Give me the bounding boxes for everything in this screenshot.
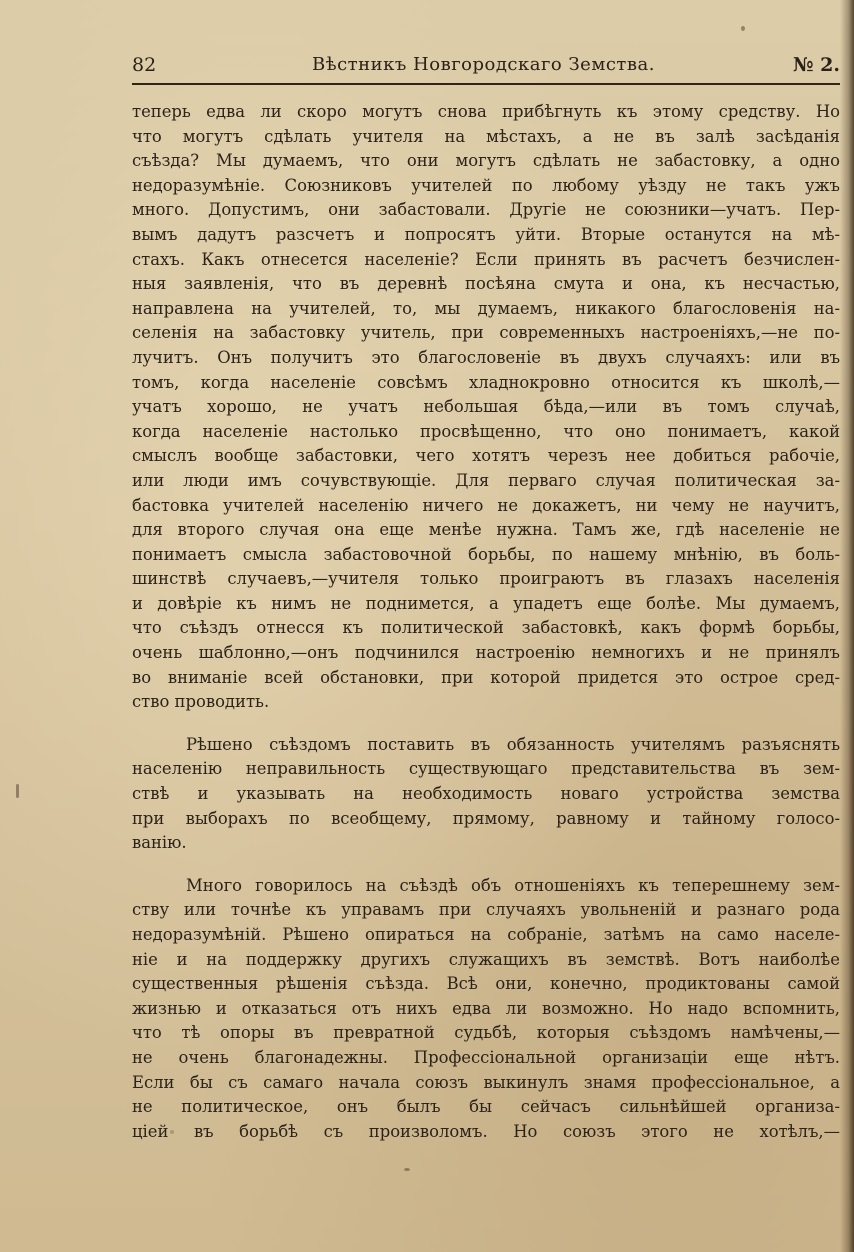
text-line: ствѣ и указывать на необходимость новаго устройства земства <box>132 784 840 804</box>
paragraph-1 <box>132 100 840 715</box>
text-line: во вниманіе всей обстановки, при которой придется это острое сред- <box>132 667 840 687</box>
text-line: шинствѣ случаевъ,—учителя только проиграютъ въ глазахъ населенія <box>132 569 840 589</box>
page-edge-shadow <box>840 0 854 1252</box>
text-line: ныя заявленія, что въ деревнѣ посѣяна смута и она, къ несчастью, <box>132 274 840 294</box>
text-line: или люди имъ сочувствующіе. Для перваго случая политическая за- <box>132 470 840 490</box>
running-header <box>132 52 840 82</box>
text-line: много. Допустимъ, они забастовали. Другіе не союзники—учатъ. Пер- <box>132 200 840 220</box>
text-line: ству или точнѣе къ управамъ при случаяхъ увольненій и разнаго рода <box>132 900 840 920</box>
text-line: Рѣшено съѣздомъ поставить въ обязанность учителямъ разъяснять <box>186 734 840 754</box>
article-body <box>132 100 840 1144</box>
text-line: ванію. <box>132 833 187 853</box>
paper-speck <box>16 784 19 798</box>
paragraph-gap <box>132 856 840 874</box>
journal-title: Вѣстникъ Новгородскаго Земства. <box>312 54 655 75</box>
text-line: теперь едва ли скоро могутъ снова прибѣгнуть къ этому средству. Но <box>132 102 840 121</box>
text-line: недоразумѣніе. Союзниковъ учителей по любому уѣзду не такъ ужъ <box>132 175 840 195</box>
text-line: селенія на забастовку учитель, при современныхъ настроеніяхъ,—не по- <box>132 323 840 343</box>
text-line: что съѣздъ отнесся къ политической забастовкѣ, какъ формѣ борьбы, <box>132 618 840 638</box>
text-line: существенныя рѣшенія съѣзда. Всѣ они, конечно, продиктованы самой <box>132 974 840 994</box>
paragraph-3 <box>132 874 840 1145</box>
text-line: очень шаблонно,—онъ подчинился настроенію немногихъ и не принялъ <box>132 643 840 663</box>
text-line: бастовка учителей населенію ничего не докажетъ, ни чему не научитъ, <box>132 495 840 515</box>
text-line: населенію неправильность существующаго представительства въ зем- <box>132 759 840 779</box>
paragraph-gap <box>132 715 840 733</box>
text-line: не очень благонадежны. Профессіональной организаціи еще нѣтъ. <box>132 1047 840 1067</box>
text-line: недоразумѣній. Рѣшено опираться на собраніе, затѣмъ на само населе- <box>132 925 840 944</box>
text-line: ство проводить. <box>132 692 270 712</box>
text-line: при выборахъ по всеобщему, прямому, равному и тайному голосо- <box>132 808 840 828</box>
text-line: лучитъ. Онъ получитъ это благословеніе въ двухъ случаяхъ: или въ <box>132 347 840 367</box>
text-line: Много говорилось на съѣздѣ объ отношеніяхъ къ теперешнему зем- <box>186 875 840 895</box>
text-line: Если бы съ самаго начала союзъ выкинулъ знамя профессіональное, а <box>132 1072 840 1092</box>
text-line: понимаетъ смысла забастовочной борьбы, по нашему мнѣнію, въ боль- <box>132 544 840 564</box>
header-rule <box>132 83 840 85</box>
paragraph-2 <box>132 733 840 856</box>
paper-speck <box>741 26 745 31</box>
text-line: смыслъ вообще забастовки, чего хотятъ черезъ нее добиться рабочіе, <box>132 446 840 466</box>
text-line: ніе и на поддержку другихъ служащихъ въ земствѣ. Вотъ наиболѣе <box>132 949 840 969</box>
text-line: направлена на учителей, то, мы думаемъ, никакого благословенія на- <box>132 298 840 318</box>
text-line: для второго случая она еще менѣе нужна. Тамъ же, гдѣ населеніе не <box>132 520 840 540</box>
text-line: когда населеніе настолько просвѣщенно, что оно понимаетъ, какой <box>132 421 840 441</box>
text-line: стахъ. Какъ отнесется населеніе? Если принять въ расчетъ безчислен- <box>132 249 840 269</box>
issue-number: № 2. <box>792 54 840 76</box>
text-line: жизнью и отказаться отъ нихъ едва ли возможно. Но надо вспомнить, <box>132 998 840 1018</box>
text-line: учатъ хорошо, не учатъ небольшая бѣда,—или въ томъ случаѣ, <box>132 397 840 417</box>
text-line: и довѣріе къ нимъ не поднимется, а упадетъ еще болѣе. Мы думаемъ, <box>132 593 840 613</box>
paper-speck <box>170 1130 174 1134</box>
text-line: что могутъ сдѣлать учителя на мѣстахъ, а не въ залѣ засѣданія <box>132 126 840 146</box>
text-line: вымъ дадутъ разсчетъ и попросятъ уйти. Вторые останутся на мѣ- <box>132 224 840 244</box>
paper-speck <box>404 1168 410 1171</box>
text-line: что тѣ опоры въ превратной судьбѣ, которыя съѣздомъ намѣчены,— <box>132 1023 840 1043</box>
page-number: 82 <box>132 54 157 76</box>
text-line: ціей въ борьбѣ съ произволомъ. Но союзъ этого не хотѣлъ,— <box>132 1121 840 1141</box>
text-line: не политическое, онъ былъ бы сейчасъ сильнѣйшей организа- <box>132 1097 840 1117</box>
text-line: томъ, когда населеніе совсѣмъ хладнокровно относится къ школѣ,— <box>132 372 840 392</box>
text-line: съѣзда? Мы думаемъ, что они могутъ сдѣлать не забастовку, а одно <box>132 151 840 171</box>
